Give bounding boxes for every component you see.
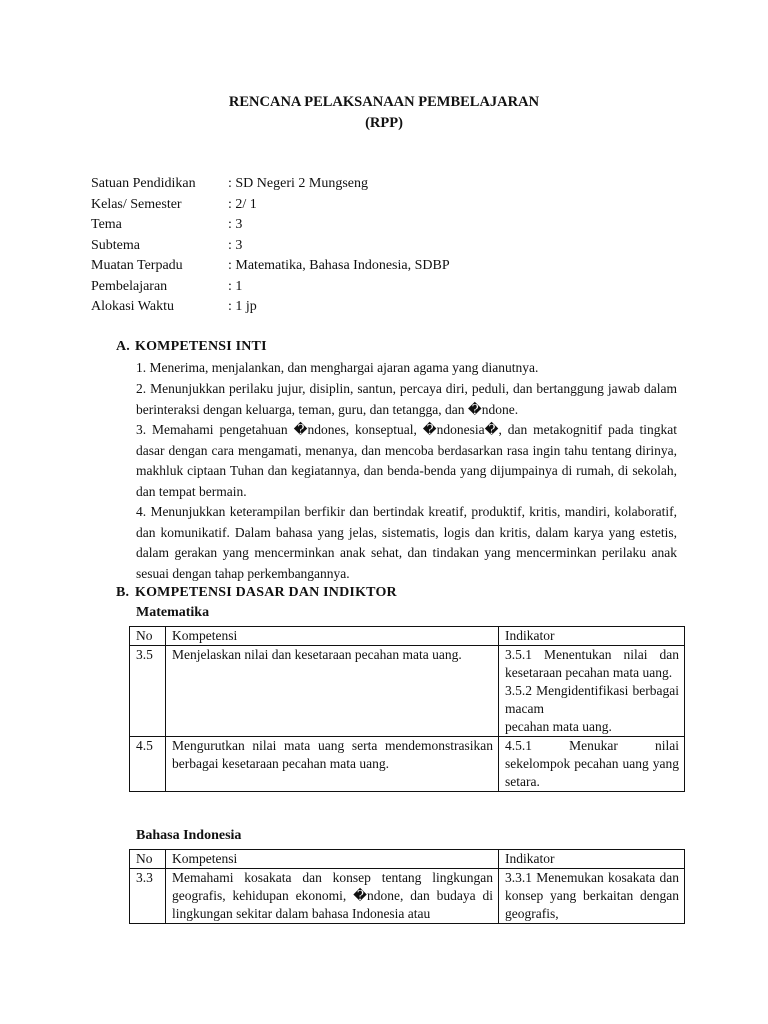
identity-row xyxy=(91,297,450,318)
row-indikator xyxy=(499,869,685,924)
section-letter: B. xyxy=(116,585,130,600)
indikator-line: 3.3.1 Menemukan kosakata dan konsep yang berkaitan dengan geografis, xyxy=(505,870,679,921)
row-number: 3.3 xyxy=(130,869,166,924)
table-header-row xyxy=(130,850,685,869)
row-indikator xyxy=(499,646,685,737)
column-header: Indikator xyxy=(499,627,685,646)
indikator-line: 4.5.1 Menukar nilai sekelompok pecahan uang yang setara. xyxy=(505,738,679,789)
identity-row xyxy=(91,215,450,236)
row-indikator xyxy=(499,737,685,792)
identity-value: : 3 xyxy=(228,217,243,232)
identity-row xyxy=(91,174,450,195)
subject-heading-bahasa: Bahasa Indonesia xyxy=(136,828,242,843)
identity-value: : 3 xyxy=(228,237,243,253)
table-row xyxy=(130,869,685,924)
row-number: 3.5 xyxy=(130,646,166,737)
row-kompetensi: Mengurutkan nilai mata uang serta mendemonstrasikan berbagai kesetaraan pecahan mata uang. xyxy=(166,737,499,792)
identity-value: : 2/ 1 xyxy=(228,196,257,212)
subject-heading-matematika: Matematika xyxy=(136,605,210,620)
table-header-row xyxy=(130,627,685,646)
bahasa-table xyxy=(129,849,685,924)
kompetensi-inti-item: 3. Memahami pengetahuan �ndones, konseptual, �ndonesia�, dan metakognitif pada tingkat dasar dengan cara mengamati, menanya, dan mencoba berdasarkan rasa ingin tahu tentang dirinya, makhluk ciptaan Tuhan dan kegiatannya, dan benda-benda yang dijumpainya di rumah, di sekolah, dan tempat bermain. xyxy=(136,422,677,499)
document-subtitle: (RPP) xyxy=(365,115,403,131)
identity-value: : Matematika, Bahasa Indonesia, SDBP xyxy=(228,258,450,273)
identity-row xyxy=(91,236,450,257)
column-header: No xyxy=(130,850,166,869)
identity-row xyxy=(91,195,450,216)
section-letter: A. xyxy=(116,339,131,354)
identity-label: Satuan Pendidikan xyxy=(91,176,196,191)
section-title: KOMPETENSI INTI xyxy=(135,339,267,354)
indikator-line: 3.5.1 Menentukan nilai dan kesetaraan pecahan mata uang. xyxy=(505,647,679,680)
indikator-line: pecahan mata uang. xyxy=(505,719,612,734)
identity-label: Alokasi Waktu xyxy=(91,299,174,314)
identity-label: Tema xyxy=(91,217,122,232)
identity-row xyxy=(91,277,450,298)
column-header: Kompetensi xyxy=(166,850,499,869)
matematika-table xyxy=(129,626,685,792)
column-header: No xyxy=(130,627,166,646)
column-header: Indikator xyxy=(499,850,685,869)
table-row xyxy=(130,737,685,792)
identity-value: : SD Negeri 2 Mungseng xyxy=(228,176,368,191)
kompetensi-inti-item: 2. Menunjukkan perilaku jujur, disiplin, santun, percaya diri, peduli, dan bertanggung jawab dalam berinteraksi dengan keluarga, teman, guru, dan tetangga, dan �ndone. xyxy=(136,381,677,417)
table-row xyxy=(130,646,685,737)
row-kompetensi: Memahami kosakata dan konsep tentang lingkungan geografis, kehidupan ekonomi, �ndone, dan budaya di lingkungan sekitar dalam bahasa Indonesia atau xyxy=(166,869,499,924)
identity-label: Muatan Terpadu xyxy=(91,258,183,273)
indikator-line: 3.5.2 Mengidentifikasi berbagai macam xyxy=(505,683,679,716)
identity-row xyxy=(91,256,450,277)
identity-label: Pembelajaran xyxy=(91,278,168,294)
kompetensi-inti-item: 1. Menerima, menjalankan, dan menghargai ajaran agama yang dianutnya. xyxy=(136,360,539,375)
section-a-heading xyxy=(116,339,267,355)
identity-label: Subtema xyxy=(91,237,140,253)
row-number: 4.5 xyxy=(130,737,166,792)
section-title: KOMPETENSI DASAR DAN INDIKTOR xyxy=(135,585,397,600)
identity-label: Kelas/ Semester xyxy=(91,196,182,212)
identity-value: : 1 xyxy=(228,278,243,294)
kompetensi-inti-item: 4. Menunjukkan keterampilan berfikir dan bertindak kreatif, produktif, kritis, mandiri, kolaboratif, dan komunikatif. Dalam bahasa yang jelas, sistematis, logis dan kritis, dalam karya yang estetis, dalam gerakan yang mencerminkan anak sehat, dan tindakan yang mencerminkan perilaku anak sesuai dengan tahap perkembangannya. xyxy=(136,504,677,581)
identity-value: : 1 jp xyxy=(228,299,257,314)
column-header: Kompetensi xyxy=(166,627,499,646)
document-title: RENCANA PELAKSANAAN PEMBELAJARAN xyxy=(228,94,540,110)
row-kompetensi: Menjelaskan nilai dan kesetaraan pecahan mata uang. xyxy=(166,646,499,737)
section-b-heading xyxy=(116,585,397,601)
identity-block xyxy=(91,174,450,318)
